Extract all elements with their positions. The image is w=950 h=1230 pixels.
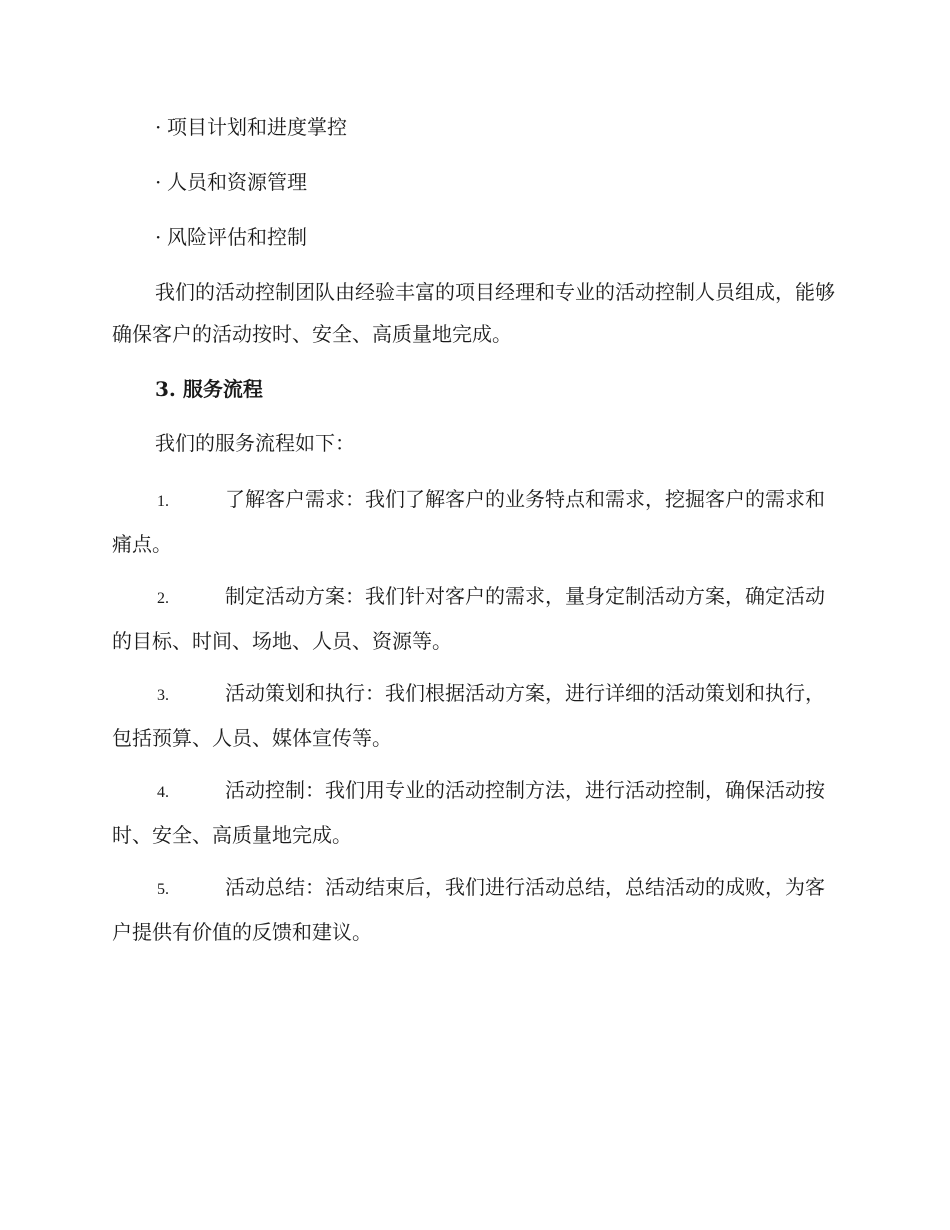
team-paragraph: 我们的活动控制团队由经验丰富的项目经理和专业的活动控制人员组成，能够确保客户的活动按时、安全、高质量地完成。 xyxy=(112,280,835,346)
flow-item xyxy=(112,866,837,953)
section-heading: 3. 服务流程 xyxy=(155,377,263,401)
flow-item-text: 活动总结：活动结束后，我们进行活动总结，总结活动的成败，为客户提供有价值的反馈和建议。 xyxy=(112,875,825,944)
flow-item-number: 2. xyxy=(157,590,169,607)
flow-item-text: 活动控制：我们用专业的活动控制方法，进行活动控制，确保活动按时、安全、高质量地完成。 xyxy=(112,778,825,847)
flow-item-text: 制定活动方案：我们针对客户的需求，量身定制活动方案，确定活动的目标、时间、场地、人员、资源等。 xyxy=(112,584,825,653)
bullet-marker: · xyxy=(155,115,162,139)
flow-item-number: 5. xyxy=(157,881,169,898)
flow-intro: 我们的服务流程如下： xyxy=(155,431,355,455)
flow-item xyxy=(112,672,837,759)
flow-item-number: 4. xyxy=(157,784,169,801)
flow-item xyxy=(112,575,837,662)
bullet-text: 人员和资源管理 xyxy=(167,170,307,194)
flow-item-number: 3. xyxy=(157,687,169,704)
flow-item xyxy=(112,769,837,856)
flow-item xyxy=(112,478,837,565)
bullet-text: 项目计划和进度掌控 xyxy=(167,115,347,139)
bullet-item xyxy=(155,224,307,250)
bullet-text: 风险评估和控制 xyxy=(167,225,307,249)
bullet-marker: · xyxy=(155,170,162,194)
bullet-marker: · xyxy=(155,225,162,249)
bullet-item xyxy=(155,114,347,140)
flow-item-text: 了解客户需求：我们了解客户的业务特点和需求，挖掘客户的需求和痛点。 xyxy=(112,487,825,556)
bullet-item xyxy=(155,169,307,195)
flow-item-text: 活动策划和执行：我们根据活动方案，进行详细的活动策划和执行，包括预算、人员、媒体宣传等。 xyxy=(112,681,825,750)
flow-item-number: 1. xyxy=(157,493,169,510)
